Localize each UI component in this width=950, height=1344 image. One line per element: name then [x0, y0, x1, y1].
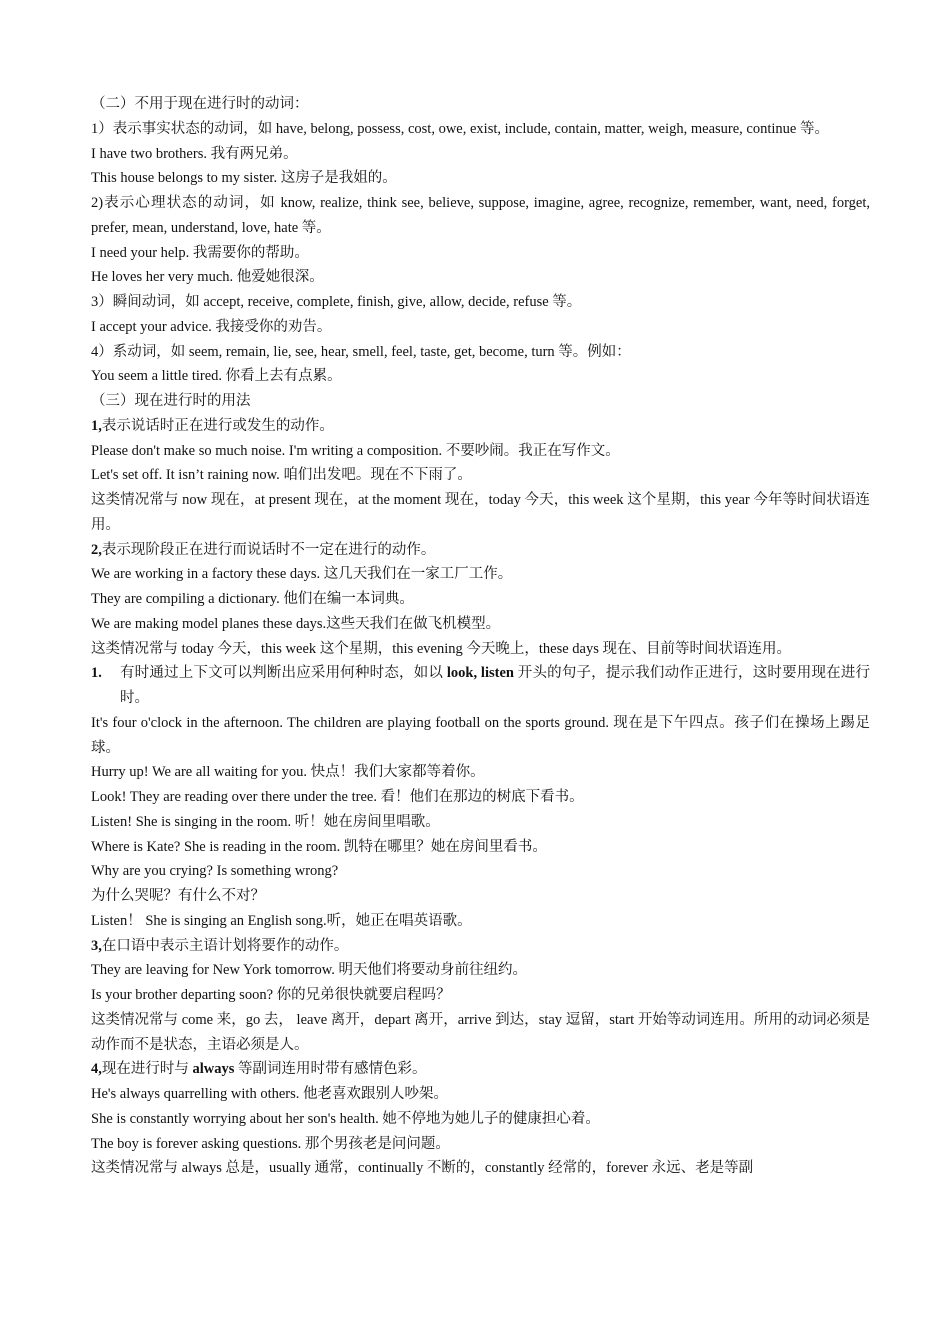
- usage-heading: [91, 414, 870, 439]
- paragraph: 3）瞬间动词，如 accept, receive, complete, finish, give, allow, decide, refuse 等。: [91, 294, 582, 310]
- example-translation: 为什么哭呢？有什么不对？: [91, 888, 265, 904]
- example-sentence: We are working in a factory these days. 这几天我们在一家工厂工作。: [91, 566, 513, 583]
- example-sentence: I have two brothers. 我有两兄弟。: [91, 145, 298, 162]
- usage-title: 表示现阶段正在进行而说话时不一定在进行的动作。: [101, 541, 436, 558]
- example-sentence: Listen！ She is singing an English song.听，她正在唱英语歌。: [91, 912, 472, 929]
- example-sentence: They are leaving for New York tomorrow. 明天他们将要动身前往纽约。: [91, 962, 528, 979]
- usage-number: 2,: [91, 541, 102, 558]
- example-sentence: Listen! She is singing in the room. 听！她在房间里唱歌。: [91, 813, 440, 830]
- example-sentence: He's always quarrelling with others. 他老喜欢跟别人吵架。: [91, 1086, 449, 1102]
- paragraph: 这类情况常与 now 现在，at present 现在，at the moment 现在，today 今天，this week 这个星期，this year 今年等时间状语连用。: [91, 492, 870, 533]
- example-sentence: Is your brother departing soon? 你的兄弟很快就要启程吗？: [91, 987, 451, 1003]
- example-sentence: Where is Kate? She is reading in the room. 凯特在哪里？她在房间里看书。: [91, 838, 547, 855]
- usage-heading: [91, 1057, 870, 1082]
- note-text-part: 开头的句子，提示我们动作正进行，这时要用现在进行时。: [120, 665, 871, 706]
- paragraph: 这类情况常与 today 今天，this week 这个星期，this evening 今天晚上，these days 现在、目前等时间状语连用。: [91, 640, 791, 657]
- example-sentence: She is constantly worrying about her son's health. 她不停地为她儿子的健康担心着。: [91, 1110, 600, 1127]
- usage-bold-keyword: always: [192, 1061, 235, 1078]
- usage-heading: [91, 538, 870, 563]
- example-sentence: Look! They are reading over there under the tree. 看！他们在那边的树底下看书。: [91, 789, 584, 805]
- example-sentence: It's four o'clock in the afternoon. The children are playing football on the sports ground. 现在是下午四点。孩子们在操场上踢足球。: [91, 714, 870, 756]
- numbered-note: [91, 661, 870, 711]
- paragraph: 1）表示事实状态的动词，如 have, belong, possess, cost, owe, exist, include, contain, matter, weigh, measure, continue 等。: [91, 120, 829, 137]
- paragraph: 2)表示心理状态的动词，如 know, realize, think see, believe, suppose, imagine, agree, recognize, remember, want, need, forget, prefer, mean, understand, love, hate 等。: [91, 195, 870, 236]
- usage-number: 4,: [91, 1061, 102, 1078]
- usage-title: 表示说话时正在进行或发生的动作。: [101, 417, 334, 434]
- example-sentence: This house belongs to my sister. 这房子是我姐的。: [91, 170, 397, 187]
- usage-heading: [91, 934, 870, 959]
- usage-title: 等副词连用时带有感情色彩。: [234, 1061, 427, 1078]
- paragraph: 4）系动词，如 seem, remain, lie, see, hear, smell, feel, taste, get, become, turn 等。例如：: [91, 343, 631, 360]
- note-bold-keywords: look, listen: [446, 665, 514, 682]
- usage-number: 1,: [91, 417, 102, 434]
- note-text-part: 有时通过上下文可以判断出应采用何种时态，如以: [120, 665, 447, 682]
- note-text: [120, 661, 870, 711]
- example-sentence: You seem a little tired. 你看上去有点累。: [91, 368, 342, 385]
- usage-title: 在口语中表示主语计划将要作的动作。: [101, 937, 349, 954]
- example-sentence: Let's set off. It isn’t raining now. 咱们出发吧。现在不下雨了。: [91, 467, 472, 484]
- note-number: 1.: [91, 665, 102, 682]
- section-heading: （三）现在进行时的用法: [91, 393, 251, 409]
- example-sentence: The boy is forever asking questions. 那个男孩老是问问题。: [91, 1135, 450, 1152]
- example-sentence: Please don't make so much noise. I'm writing a composition. 不要吵闹。我正在写作文。: [91, 442, 620, 459]
- example-sentence: I accept your advice. 我接受你的劝告。: [91, 318, 332, 335]
- section-heading: （二）不用于现在进行时的动词：: [91, 96, 309, 112]
- example-sentence: Why are you crying? Is something wrong?: [91, 863, 339, 880]
- usage-title: 现在进行时与: [101, 1061, 193, 1078]
- example-sentence: They are compiling a dictionary. 他们在编一本词典。: [91, 591, 414, 607]
- paragraph: 这类情况常与 always 总是，usually 通常，continually 不断的，constantly 经常的，forever 永远、老是等副: [91, 1160, 754, 1177]
- example-sentence: He loves her very much. 他爱她很深。: [91, 269, 324, 286]
- example-sentence: I need your help. 我需要你的帮助。: [91, 244, 309, 261]
- usage-number: 3,: [91, 937, 102, 954]
- example-sentence: We are making model planes these days.这些天我们在做飞机模型。: [91, 615, 501, 632]
- example-sentence: Hurry up! We are all waiting for you. 快点！我们大家都等着你。: [91, 764, 485, 781]
- paragraph: 这类情况常与 come 来，go 去， leave 离开，depart 离开，arrive 到达，stay 逗留，start 开始等动词连用。所用的动词必须是动作而不是状态，主语必须是人。: [91, 1011, 870, 1053]
